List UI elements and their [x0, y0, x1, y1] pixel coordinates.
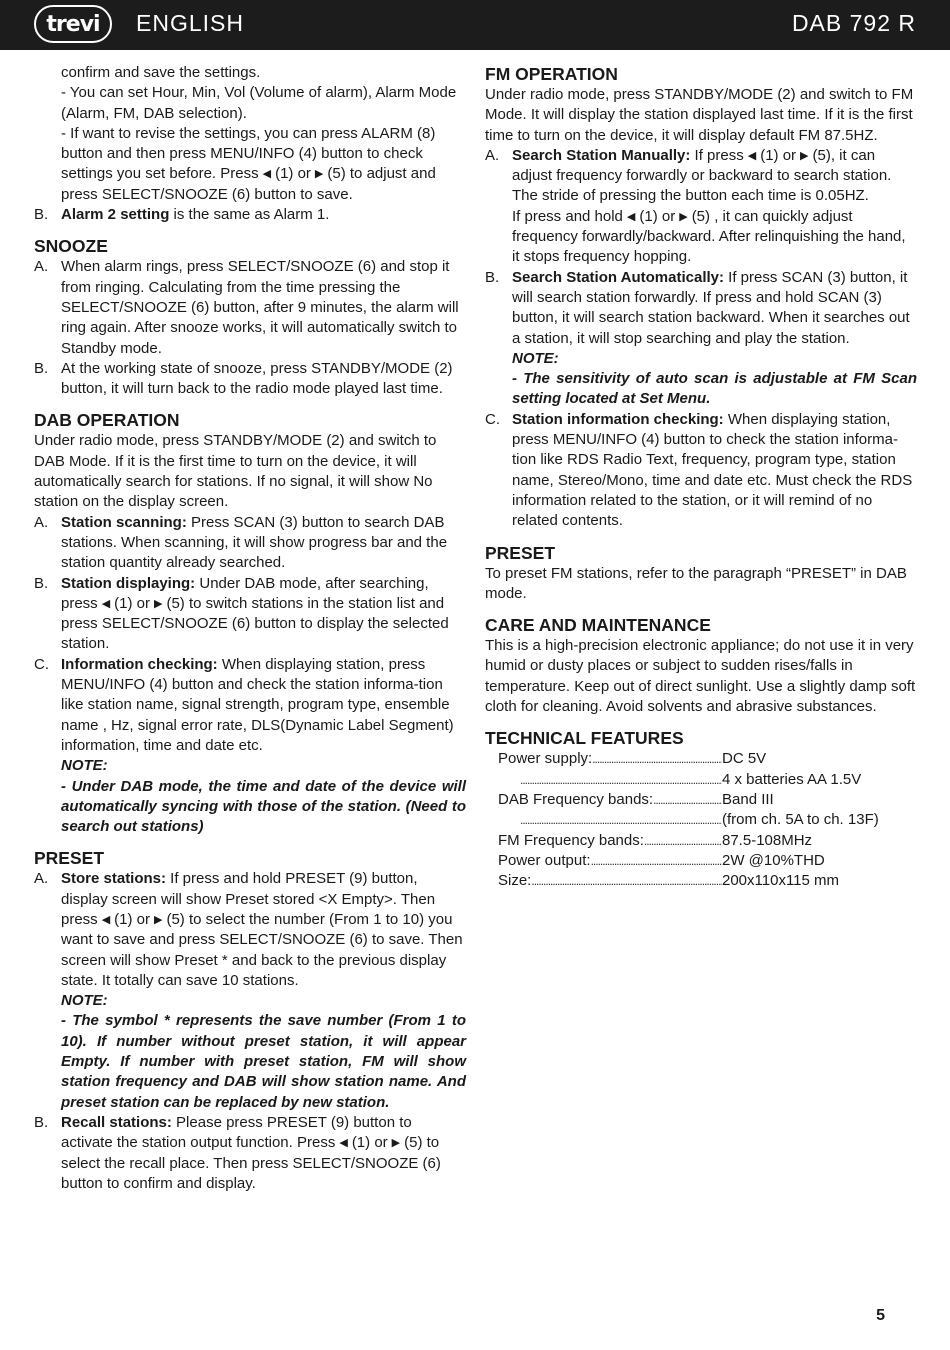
alarm2-item [34, 205, 466, 225]
dab-item-b [34, 574, 466, 655]
fm-preset-text: To preset FM stations, refer to the paragraph “PRESET” in DAB mode. [485, 564, 907, 602]
item-text: (5) , it can quickly adjust frequency forwardly/backward. After relinquishing the hand, it stops frequency hopping. [512, 207, 906, 266]
care-text: This is a high-precision electronic appliance; do not use it in very humid or dusty places or subject to sudden rises/falls in temperature. Keep out of direct sunlight. Use a slightly damp soft cloth for cleaning. Avoid solvents and abrasive substances. [485, 637, 916, 716]
item-text: Press SCAN (3) button to search DAB stations. When scanning, it will show progress bar and the station quantity already searched. [61, 513, 448, 572]
item-text: (1) or [114, 594, 150, 612]
right-arrow-icon: ▶ [314, 168, 324, 181]
item-bold: Information checking: [61, 655, 218, 673]
note-label: NOTE: [61, 757, 108, 775]
dab-intro: Under radio mode, press STANDBY/MODE (2) and switch to DAB Mode. If it is the first time to turn on the device, it will automatically search for stations. If no signal, it will show No station on the display screen. [34, 432, 437, 511]
preset-item-b [34, 1113, 466, 1194]
trevi-logo: trevi [34, 5, 112, 43]
tech-heading: TECHNICAL FEATURES [485, 728, 684, 749]
dab-item-c [34, 655, 466, 838]
item-label: C. [485, 410, 500, 428]
item-label: A. [34, 258, 49, 276]
fm-item-c [485, 410, 917, 532]
right-arrow-icon: ▶ [800, 149, 809, 162]
note-label: NOTE: [61, 992, 108, 1010]
spec-value: 2W @10%THD [722, 851, 825, 869]
item-text: is the same as Alarm 1. [169, 206, 330, 224]
item-bold: Recall stations: [61, 1113, 172, 1131]
item-label: B. [34, 1113, 49, 1131]
page-number: 5 [876, 1307, 886, 1324]
spec-row [498, 871, 917, 891]
left-column [34, 63, 466, 1194]
fm-heading: FM OPERATION [485, 64, 618, 84]
spec-row [498, 790, 917, 810]
item-label: B. [34, 206, 49, 224]
right-arrow-icon: ▶ [154, 913, 163, 926]
item-text: (1) or [114, 910, 150, 928]
spec-label-text: Size: [498, 872, 532, 890]
spec-value: Band III [722, 790, 774, 808]
spec-label [498, 749, 722, 769]
paragraph [61, 124, 466, 205]
spec-label [498, 770, 722, 790]
left-arrow-icon: ◀ [101, 913, 111, 926]
text: (5) to adjust and press SELECT/SNOOZE (6) button to save. [61, 165, 436, 203]
right-arrow-icon: ▶ [154, 597, 163, 610]
item-bold: Alarm 2 setting [61, 206, 170, 224]
paragraph: confirm and save the settings. [61, 64, 261, 81]
left-arrow-icon: ◀ [339, 1137, 348, 1150]
item-label: A. [34, 870, 49, 888]
note-text: - The symbol * represents the save number (From 1 to 10). If number without preset station, it will appear Empty. If number with preset station, FM will show station frequency and DAB will show station name. And preset station can be replaced by new station. [61, 1012, 466, 1111]
snooze-item-a [34, 257, 466, 358]
spec-value: (from ch. 5A to ch. 13F) [722, 811, 879, 829]
left-arrow-icon: ◀ [101, 597, 111, 610]
spec-table [485, 749, 917, 891]
item-text: (1) or [351, 1134, 388, 1152]
spec-label [498, 871, 722, 891]
leader-dots [644, 831, 722, 851]
item-bold: Station information checking: [512, 410, 724, 428]
snooze-heading: SNOOZE [34, 236, 108, 257]
model-name: DAB 792 R [791, 10, 916, 36]
language-label: ENGLISH [136, 10, 244, 36]
leader-dots [653, 790, 722, 810]
fm-item-b [485, 268, 917, 410]
leader-dots [591, 851, 722, 871]
right-arrow-icon: ▶ [679, 210, 688, 223]
item-text: When displaying station, press MENU/INFO (4) button to check the station informa-tion like RDS Radio Text, frequency, program type, station name, Stereo/Mono, time and date etc. Must check the RDS information related to the station, or it will remind of no related contents. [512, 410, 913, 530]
preset-item-a [34, 869, 466, 1113]
spec-label [498, 810, 722, 830]
spec-value: 87.5-108MHz [722, 831, 813, 849]
leader-dots [531, 871, 722, 891]
spec-label [498, 790, 722, 810]
alarm-intro [34, 63, 466, 205]
note-label: NOTE: [512, 349, 559, 367]
dab-heading: DAB OPERATION [34, 410, 180, 431]
spec-label-text: Power supply: [498, 750, 593, 768]
item-bold: Station scanning: [61, 513, 187, 531]
item-bold: Station displaying: [61, 574, 196, 592]
item-label: B. [34, 574, 49, 592]
fm-preset-heading: PRESET [485, 542, 556, 563]
header-bar [0, 0, 950, 50]
item-text: (5) to select the number (From 1 to 10) you want to save and press SELECT/SNOOZE (6) to save. Then screen will show Preset * and back to the previous display state. It totally can save 10 stations. [61, 910, 463, 989]
item-text: If press and hold [512, 207, 623, 225]
item-text: (5) to select the recall place. Then press SELECT/SNOOZE (6) button to confirm and display. [61, 1134, 441, 1192]
item-text: If press SCAN (3) button, it will search station forwardly. If press and hold SCAN (3) button, it will search station backward. When it searches out a station, it will stop searching and play the station. [512, 268, 910, 347]
item-label: B. [485, 268, 500, 286]
fm-intro: Under radio mode, press STANDBY/MODE (2) and switch to FM Mode. It will display the station displayed last time. If it is the first time to turn on the device, it will display default FM 87.5HZ. [485, 86, 914, 144]
leader-dots [592, 749, 722, 769]
spec-label-text: Power output: [498, 851, 591, 869]
spec-label-text: DAB Frequency bands: [498, 790, 654, 808]
leader-dots [520, 770, 722, 790]
spec-label-text: FM Frequency bands: [498, 831, 644, 849]
leader-dots [520, 810, 722, 830]
item-text: At the working state of snooze, press STANDBY/MODE (2) button, it will turn back to the radio mode played last time. [61, 359, 453, 398]
item-text: (1) or [639, 207, 676, 225]
item-text: If press and hold PRESET (9) button, display screen will show Preset stored <X Empty>. Then press [61, 870, 436, 928]
item-label: A. [34, 513, 49, 531]
snooze-item-b [34, 359, 466, 400]
fm-item-a [485, 146, 917, 268]
item-text: When displaying station, press MENU/INFO (4) button and check the station informa-tion like station name, signal strength, program type, ensemble name , Hz, signal error rate, DLS(Dynamic Label Segment) information, time and date etc. [61, 655, 454, 754]
dab-item-a [34, 513, 466, 574]
item-text: If press [690, 146, 744, 164]
spec-label [498, 831, 722, 851]
item-text: (5) to switch stations in the station list and press SELECT/SNOOZE (6) button to display the selected station. [61, 594, 449, 653]
spec-label [498, 851, 722, 871]
item-text: (1) or [760, 146, 797, 164]
spec-value: 4 x batteries AA 1.5V [722, 770, 862, 788]
right-column [485, 63, 917, 891]
text: (1) or [275, 165, 311, 183]
spec-row [498, 770, 917, 790]
spec-row [498, 851, 917, 871]
item-text: When alarm rings, press SELECT/SNOOZE (6) and stop it from ringing. Calculating from the time pressing the SELECT/SNOOZE (6) button, after 9 minutes, the alarm will ring again. After snooze works, it will automatically switch to Standby mode. [61, 258, 459, 357]
preset-heading: PRESET [34, 848, 105, 869]
left-arrow-icon: ◀ [626, 210, 636, 223]
spec-value: DC 5V [722, 750, 767, 768]
item-label: B. [34, 359, 49, 377]
paragraph: - You can set Hour, Min, Vol (Volume of alarm), Alarm Mode (Alarm, FM, DAB selection). [61, 84, 457, 122]
spec-row [498, 831, 917, 851]
care-heading: CARE AND MAINTENANCE [485, 615, 711, 636]
paragraph [512, 207, 917, 268]
spec-row [498, 810, 917, 830]
spec-value: 200x110x115 mm [722, 872, 840, 890]
item-text: Under DAB mode, after searching, press [61, 574, 429, 612]
item-bold: Search Station Manually: [512, 146, 691, 164]
item-label: C. [34, 655, 49, 673]
right-arrow-icon: ▶ [391, 1137, 401, 1150]
left-arrow-icon: ◀ [262, 168, 272, 181]
left-arrow-icon: ◀ [747, 149, 757, 162]
text: - If want to revise the settings, you can press ALARM (8) button and then press MENU/INFO (4) button to check settings you set before. Press [61, 124, 436, 183]
note-text: - The sensitivity of auto scan is adjustable at FM Scan setting located at Set Menu. [512, 370, 917, 408]
item-text: (5), it can adjust frequency forwardly or backward to search station. The stride of pressing the button each time is 0.05HZ. [512, 146, 892, 205]
item-label: A. [485, 146, 500, 164]
item-bold: Search Station Automatically: [512, 268, 724, 286]
item-bold: Store stations: [61, 870, 167, 888]
spec-row [498, 749, 917, 769]
item-text: Please press PRESET (9) button to activate the station output function. Press [61, 1113, 412, 1152]
note-text: - Under DAB mode, the time and date of the device will automatically syncing with those of the station. (Need to search out stations) [61, 777, 466, 836]
